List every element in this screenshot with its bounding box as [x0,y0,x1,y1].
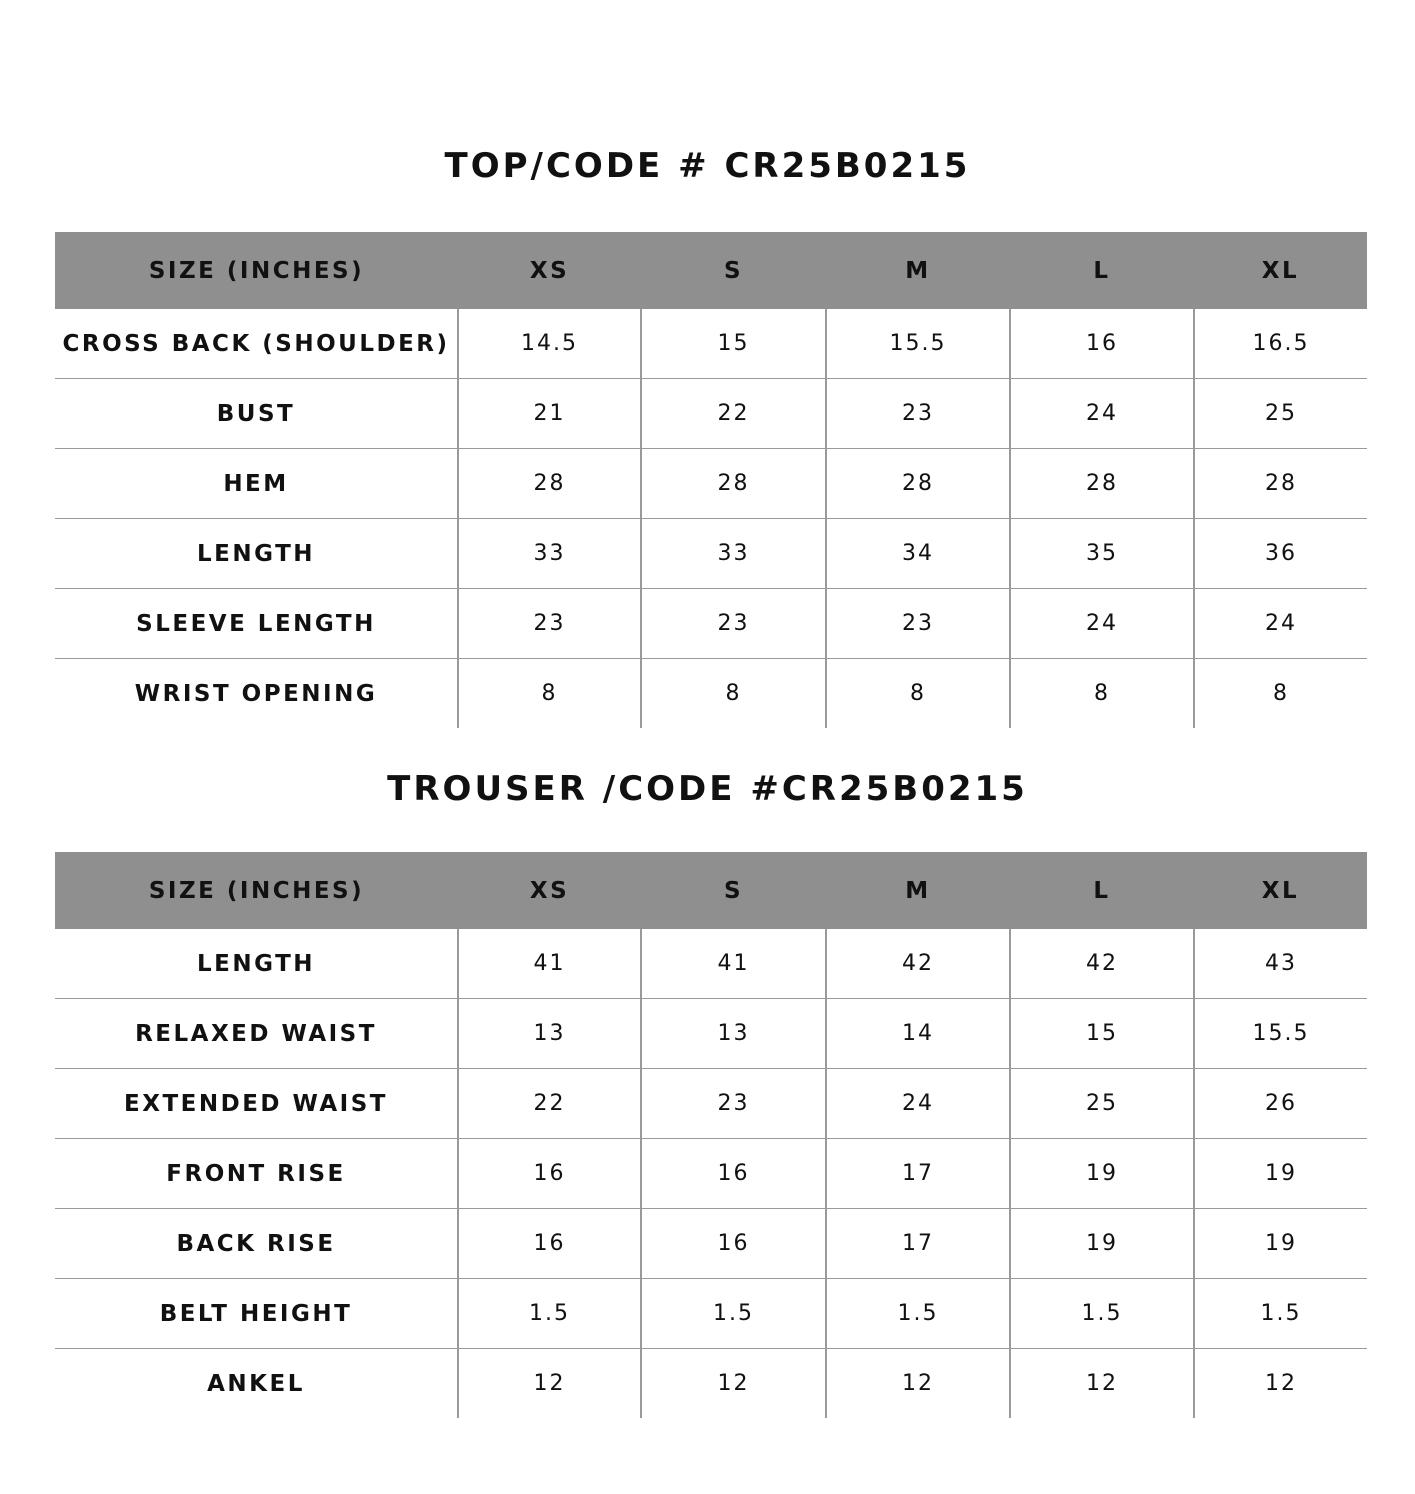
table-row [55,449,1367,519]
cell-s: 12 [641,1349,826,1419]
cell-xl: 36 [1194,519,1367,589]
cell-xs: 22 [458,1069,641,1139]
cell-l: 12 [1010,1349,1194,1419]
header-size-s: S [641,232,826,309]
cell-xl: 24 [1194,589,1367,659]
cell-xl: 16.5 [1194,309,1367,379]
cell-m: 17 [826,1139,1010,1209]
cell-l: 19 [1010,1209,1194,1279]
cell-s: 13 [641,999,826,1069]
row-label: EXTENDED WAIST [55,1069,458,1139]
row-label: HEM [55,449,458,519]
cell-m: 24 [826,1069,1010,1139]
cell-xl: 15.5 [1194,999,1367,1069]
cell-xl: 1.5 [1194,1279,1367,1349]
cell-xl: 8 [1194,659,1367,729]
header-size-xs: XS [458,852,641,929]
table-row [55,999,1367,1069]
cell-xs: 16 [458,1139,641,1209]
cell-s: 28 [641,449,826,519]
row-label: LENGTH [55,519,458,589]
header-size-l: L [1010,852,1194,929]
cell-s: 1.5 [641,1279,826,1349]
table-row [55,519,1367,589]
cell-l: 42 [1010,929,1194,999]
header-size-s: S [641,852,826,929]
cell-xs: 16 [458,1209,641,1279]
cell-l: 25 [1010,1069,1194,1139]
header-size-xl: XL [1194,232,1367,309]
cell-l: 16 [1010,309,1194,379]
table-row [55,379,1367,449]
table-row [55,589,1367,659]
table-row [55,309,1367,379]
table-row [55,1139,1367,1209]
cell-m: 34 [826,519,1010,589]
table-row [55,1209,1367,1279]
row-label: WRIST OPENING [134,680,378,707]
row-label: ANKEL [207,1370,305,1397]
header-size-xl: XL [1194,852,1367,929]
cell-s: 15 [641,309,826,379]
cell-l: 19 [1010,1139,1194,1209]
header-size-label: SIZE (INCHES) [55,852,458,929]
cell-xs: 21 [458,379,641,449]
cell-s: 16 [641,1209,826,1279]
cell-xs: 33 [458,519,641,589]
row-label: CROSS BACK (SHOULDER) [55,309,458,379]
table-row [55,1279,1367,1349]
cell-s: 16 [641,1139,826,1209]
trouser-size-table [55,852,1367,1418]
cell-s: 41 [641,929,826,999]
cell-s: 23 [641,1069,826,1139]
cell-xs: 14.5 [458,309,641,379]
cell-xl: 25 [1194,379,1367,449]
cell-xl: 19 [1194,1139,1367,1209]
table-header-row [55,232,1367,309]
row-label: LENGTH [55,929,458,999]
cell-l: 35 [1010,519,1194,589]
cell-xs: 12 [458,1349,641,1419]
header-size-xs: XS [458,232,641,309]
cell-m: 8 [826,659,1010,729]
cell-l: 1.5 [1010,1279,1194,1349]
cell-l: 28 [1010,449,1194,519]
table-row [55,1069,1367,1139]
cell-m: 1.5 [826,1279,1010,1349]
header-size-m: M [826,232,1010,309]
cell-xs: 28 [458,449,641,519]
cell-s: 33 [641,519,826,589]
cell-s: 8 [641,659,826,729]
cell-s: 23 [641,589,826,659]
cell-xl: 12 [1194,1349,1367,1419]
table-row [55,929,1367,999]
cell-xs: 23 [458,589,641,659]
cell-xl: 43 [1194,929,1367,999]
cell-xs: 1.5 [458,1279,641,1349]
cell-m: 15.5 [826,309,1010,379]
cell-s: 22 [641,379,826,449]
cell-m: 42 [826,929,1010,999]
cell-m: 23 [826,379,1010,449]
table-row [55,1349,1367,1419]
row-label: BACK RISE [55,1209,458,1279]
trouser-size-chart-title: TROUSER /CODE #CR25B0215 [387,769,1028,809]
cell-xl: 28 [1194,449,1367,519]
table-header-row [55,852,1367,929]
cell-xl: 26 [1194,1069,1367,1139]
row-label: RELAXED WAIST [55,999,458,1069]
header-size-label: SIZE (INCHES) [55,232,458,309]
row-label: BUST [55,379,458,449]
row-label: SLEEVE LENGTH [55,589,458,659]
top-size-table [55,232,1367,728]
cell-xs: 41 [458,929,641,999]
cell-xl: 19 [1194,1209,1367,1279]
cell-l: 15 [1010,999,1194,1069]
header-size-l: L [1010,232,1194,309]
cell-m: 28 [826,449,1010,519]
cell-m: 14 [826,999,1010,1069]
cell-l: 8 [1010,659,1194,729]
cell-m: 12 [826,1349,1010,1419]
cell-m: 17 [826,1209,1010,1279]
cell-m: 23 [826,589,1010,659]
cell-xs: 8 [458,659,641,729]
cell-xs: 13 [458,999,641,1069]
row-label: BELT HEIGHT [55,1279,458,1349]
header-size-m: M [826,852,1010,929]
top-size-chart-title: TOP/CODE # CR25B0215 [444,146,971,186]
row-label: FRONT RISE [55,1139,458,1209]
table-row [55,659,1367,729]
cell-l: 24 [1010,589,1194,659]
cell-l: 24 [1010,379,1194,449]
